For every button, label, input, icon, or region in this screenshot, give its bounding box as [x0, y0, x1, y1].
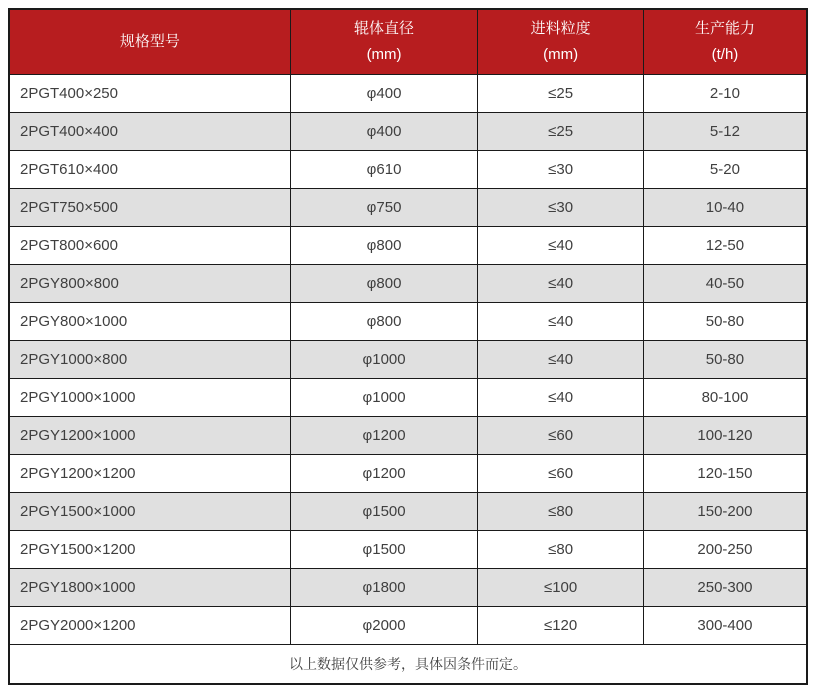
capacity-cell: 250-300 — [643, 569, 807, 607]
capacity-cell: 12-50 — [643, 227, 807, 265]
table-row — [9, 531, 807, 569]
header-diameter-line2: (mm) — [366, 46, 402, 63]
table-row — [9, 75, 807, 113]
header-diameter — [290, 9, 478, 75]
feed-cell: ≤25 — [478, 75, 644, 113]
header-capacity-line2: (t/h) — [711, 46, 739, 63]
model-cell: 2PGY1000×800 — [9, 341, 290, 379]
spec-table — [8, 8, 808, 685]
table-row — [9, 189, 807, 227]
diameter-cell: φ1800 — [290, 569, 478, 607]
model-cell: 2PGT750×500 — [9, 189, 290, 227]
diameter-cell: φ610 — [290, 151, 478, 189]
header-diameter-line1: 辊体直径 — [354, 20, 415, 37]
header-row — [9, 9, 807, 75]
table-row — [9, 341, 807, 379]
diameter-cell: φ1500 — [290, 531, 478, 569]
capacity-cell: 150-200 — [643, 493, 807, 531]
capacity-cell: 2-10 — [643, 75, 807, 113]
capacity-cell: 5-12 — [643, 113, 807, 151]
capacity-cell: 50-80 — [643, 341, 807, 379]
model-cell: 2PGY2000×1200 — [9, 607, 290, 645]
feed-cell: ≤60 — [478, 455, 644, 493]
feed-cell: ≤40 — [478, 379, 644, 417]
feed-cell: ≤25 — [478, 113, 644, 151]
feed-cell: ≤100 — [478, 569, 644, 607]
table-row — [9, 379, 807, 417]
model-cell: 2PGY800×1000 — [9, 303, 290, 341]
header-feed-line2: (mm) — [543, 46, 579, 63]
diameter-cell: φ1200 — [290, 417, 478, 455]
feed-cell: ≤30 — [478, 189, 644, 227]
model-cell: 2PGY1200×1000 — [9, 417, 290, 455]
table-body — [9, 75, 807, 645]
model-cell: 2PGT800×600 — [9, 227, 290, 265]
model-cell: 2PGY800×800 — [9, 265, 290, 303]
diameter-cell: φ800 — [290, 303, 478, 341]
model-cell: 2PGY1500×1200 — [9, 531, 290, 569]
spec-table-container — [8, 8, 808, 685]
model-cell: 2PGY1000×1000 — [9, 379, 290, 417]
table-row — [9, 417, 807, 455]
diameter-cell: φ2000 — [290, 607, 478, 645]
model-cell: 2PGY1200×1200 — [9, 455, 290, 493]
capacity-cell: 5-20 — [643, 151, 807, 189]
footer-row — [9, 645, 807, 685]
diameter-cell: φ1200 — [290, 455, 478, 493]
feed-cell: ≤80 — [478, 493, 644, 531]
capacity-cell: 200-250 — [643, 531, 807, 569]
diameter-cell: φ400 — [290, 113, 478, 151]
capacity-cell: 300-400 — [643, 607, 807, 645]
header-capacity-line1: 生产能力 — [694, 20, 755, 37]
capacity-cell: 40-50 — [643, 265, 807, 303]
diameter-cell: φ1000 — [290, 379, 478, 417]
table-row — [9, 151, 807, 189]
model-cell: 2PGT400×400 — [9, 113, 290, 151]
feed-cell: ≤120 — [478, 607, 644, 645]
header-model — [9, 9, 290, 75]
diameter-cell: φ800 — [290, 227, 478, 265]
model-cell: 2PGT610×400 — [9, 151, 290, 189]
model-cell: 2PGT400×250 — [9, 75, 290, 113]
footer-note: 以上数据仅供参考，具体因条件而定。 — [9, 645, 807, 685]
feed-cell: ≤40 — [478, 303, 644, 341]
feed-cell: ≤40 — [478, 227, 644, 265]
capacity-cell: 120-150 — [643, 455, 807, 493]
capacity-cell: 80-100 — [643, 379, 807, 417]
table-row — [9, 113, 807, 151]
header-capacity — [643, 9, 807, 75]
diameter-cell: φ800 — [290, 265, 478, 303]
table-row — [9, 455, 807, 493]
header-model-label: 规格型号 — [119, 33, 180, 50]
header-feed-line1: 进料粒度 — [530, 20, 591, 37]
feed-cell: ≤40 — [478, 341, 644, 379]
table-row — [9, 227, 807, 265]
header-feed — [478, 9, 644, 75]
feed-cell: ≤60 — [478, 417, 644, 455]
feed-cell: ≤80 — [478, 531, 644, 569]
feed-cell: ≤30 — [478, 151, 644, 189]
capacity-cell: 10-40 — [643, 189, 807, 227]
table-row — [9, 265, 807, 303]
model-cell: 2PGY1500×1000 — [9, 493, 290, 531]
table-row — [9, 569, 807, 607]
diameter-cell: φ1500 — [290, 493, 478, 531]
diameter-cell: φ750 — [290, 189, 478, 227]
diameter-cell: φ400 — [290, 75, 478, 113]
table-row — [9, 303, 807, 341]
capacity-cell: 100-120 — [643, 417, 807, 455]
table-header — [9, 9, 807, 75]
table-row — [9, 607, 807, 645]
feed-cell: ≤40 — [478, 265, 644, 303]
diameter-cell: φ1000 — [290, 341, 478, 379]
model-cell: 2PGY1800×1000 — [9, 569, 290, 607]
table-footer — [9, 645, 807, 685]
capacity-cell: 50-80 — [643, 303, 807, 341]
table-row — [9, 493, 807, 531]
